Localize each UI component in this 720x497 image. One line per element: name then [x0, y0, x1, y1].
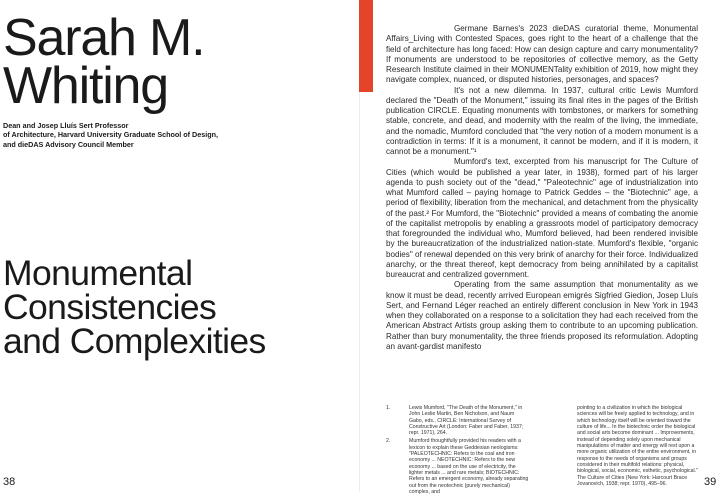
essay-body	[386, 24, 698, 352]
paragraph: It's not a new dilemma. In 1937, cultural critic Lewis Mumford declared the "Death of the Monument," issuing its final rites in the pages of the British publication CIRCLE. Equating monuments with tombstones, or markers for something stable, concrete, and dead, and modernity with the realm of the living, the immediate, and the nomadic, Mumford concluded that "the very notion of a modern monument is a contradiction in terms: If it is a monument, it cannot be modern, and if it is modern, it cannot be a monument."¹	[386, 85, 698, 156]
footnote-number: 1.	[386, 405, 391, 411]
essay-title-line: and Complexities	[3, 321, 266, 361]
essay-title-line: Monumental	[3, 253, 193, 293]
author-affiliation	[3, 121, 303, 149]
footnotes-column-2	[552, 405, 702, 489]
footnote-number: 2.	[386, 438, 391, 445]
footnote	[384, 405, 529, 437]
author-name	[3, 9, 353, 115]
footnote-text: Lewis Mumford, "The Death of the Monument," in John Leslie Martin, Ben Nicholson, and Naum Gabo, eds., CIRCLE: International Survey of Constructive Art (London: Faber and Faber, 1937; repr. 1971), 264.	[409, 405, 524, 437]
essay-title-line: Consistencies	[3, 287, 217, 327]
essay-title	[3, 253, 355, 361]
author-first-name: Sarah M.	[3, 9, 205, 67]
paragraph: Germane Barnes's 2023 dieDAS curatorial theme, Monumental Affairs_Living with Contested Spaces, goes right to the heart of a challenge that the field of architecture has long faced: How can design capture and carry monumentality? If monuments are understood to be repositories of collective memory, as the Getty Research Institute claimed in their MONUMENTality exhibition of 2019, how might they navigate complex, nuanced, or disputed histories, personages, and spaces?	[386, 24, 698, 85]
footnote-continuation	[552, 405, 702, 487]
footnote-text: Mumford thoughtfully provided his readers with a lexicon to explain these Geddesian neologisms: "PALEOTECHNIC: Refers to the coal and iron economy ... NEOTECHNIC: Refers to the new economy ... based on the use of electricity, the lighter metals ... and rare metals; BIOTECHNIC: Refers to an emergent economy, already separating out from the neotechnic (purely mechanical) complex, and	[409, 438, 529, 495]
page-number-right: 39	[704, 476, 717, 488]
author-last-name: Whiting	[3, 57, 168, 115]
affiliation-line: Dean and Josep Lluís Sert Professor	[3, 121, 129, 130]
left-page	[0, 0, 360, 492]
footnotes-column-1	[384, 405, 529, 497]
footnotes	[384, 405, 702, 495]
page-number-left: 38	[3, 476, 16, 488]
affiliation-line: and dieDAS Advisory Council Member	[3, 139, 134, 149]
paragraph: Operating from the same assumption that monumentality as we know it must be dead, recently arrived European emigrés Sigfried Giedion, Josep Lluís Sert, and Fernand Léger reached an entirely different conclusion in New York in 1943 when they collaborated on a response to a solicitation they had each received from the American Abstract Artists group asking them to contribute to an upcoming publication. Rather than bury monumentality, the three friends proposed its reformulation. Adopting an avant-gardist manifesto	[386, 280, 698, 351]
footnote	[384, 438, 529, 495]
paragraph: Mumford's text, excerpted from his manuscript for The Culture of Cities (which would be published a year later, in 1938), formed part of his larger agenda to push society out of the "dead," "Paleotechnic" age of industrialization into what Mumford called – paying homage to Patrick Geddes – the "Biotechnic" age, a period of flexibility, liberation from the mechanical, and detachment from the physicality of the past.² For Mumford, the "Biotechnic" provided a means of combating the anomie of the capitalist metropolis by enabling a grassroots model of participatory democracy that foregrounded the individual who, Mumford believed, had been rendered invisible by the bureaucratization of the industrialized nation-state. Mumford's flexible, "organic bodies" of renewal depended on this very brink of anarchy for their force. Individualized anarchy, or the threat thereof, kept democracy from being annihilated by a capitalist bureaucrat and centralized government.	[386, 157, 698, 279]
footnote-text: pointing to a civilization in which the biological sciences will be freely applied to technology, and in which technology itself will be oriented toward the culture of life... In the biotechnic order the biological and social arts become dominant ... Improvements, instead of depending solely upon mechanical manipulations of matter and energy will rest upon a more organic utilization of the entire environment, in response to the needs of organisms and groups considered in their multifold relations: physical, biological, social, economic, esthetic, psychological." The Culture of Cities (New York: Harcourt Brace Jovanovich, 1938; repr. 1970), 495–96.	[577, 405, 698, 488]
affiliation-line: of Architecture, Harvard University Graduate School of Design,	[3, 130, 219, 140]
